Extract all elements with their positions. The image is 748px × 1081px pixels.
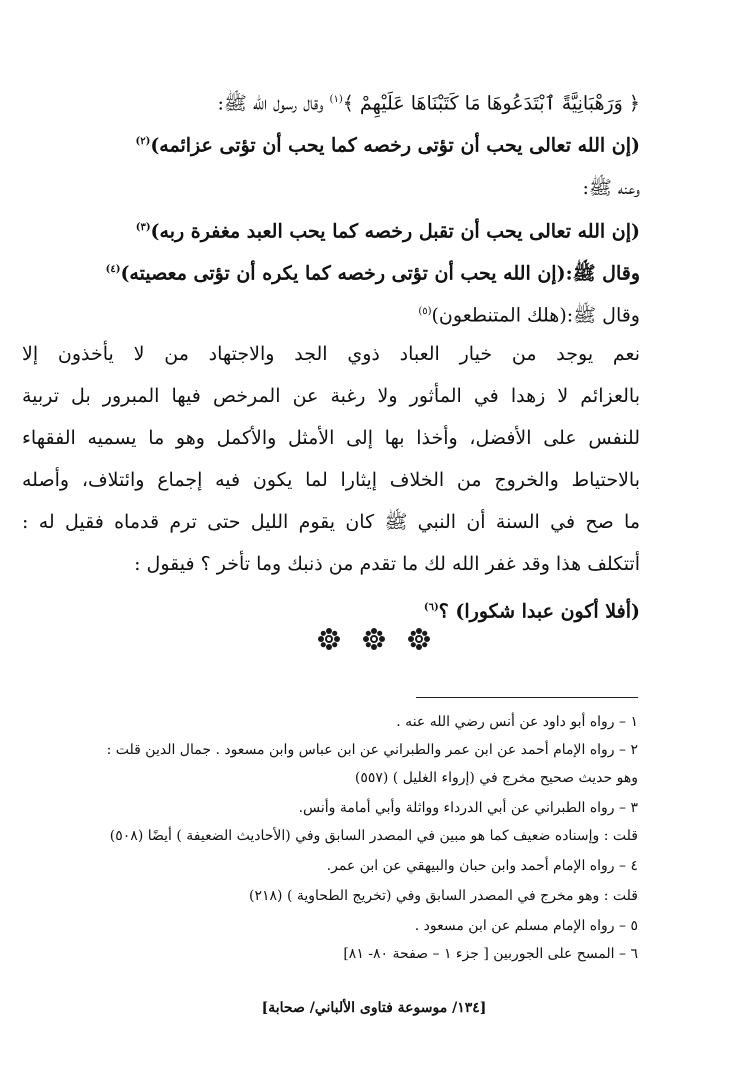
footnote: قلت : وهو مخرج في المصدر السابق وفي (تخريج الطحاوية ) (٢١٨) [249, 888, 638, 904]
body-line: (أفلا أكون عبدا شكورا) ؟$^{(٦)}$ [423, 600, 640, 623]
footnote-ref[interactable]: (٤) [105, 264, 121, 275]
footnote: ٤ – رواه الإمام أحمد وابن حبان والبيهقي عن ابن عمر. [326, 858, 638, 874]
body-line: وعنه ﷺ: [582, 177, 640, 199]
body-line: للنفس على الأفضل، وأخذا بها إلى الأمثل والأكمل وهو ما يسميه الفقهاء [22, 427, 640, 449]
footnote-ref[interactable]: (٣) [135, 222, 151, 233]
footnote-ref[interactable]: (٦) [423, 602, 439, 613]
body-line: (إن الله تعالى يحب أن تقبل رخصه كما يحب العبد مغفرة ربه)$^{(٣)}$ [135, 220, 640, 243]
body-line: ﴿ وَرَهْبَانِيَّةً ٱبْتَدَعُوهَا مَا كَتَبْنَاهَا عَلَيْهِمْ ﴾$^{(١)}$ وقال رسول الله ﷺ: [217, 92, 640, 115]
footnote: ١ – رواه أبو داود عن أنس رضي الله عنه . [396, 714, 638, 730]
body-line: أتتكلف هذا وقد غفر الله لك ما تقدم من ذنبك وما تأخر ؟ فيقول : [134, 553, 640, 575]
footnote: ٢ – رواه الإمام أحمد عن ابن عمر والطبراني عن ابن عباس وابن مسعود . جمال الدين قلت : [106, 742, 638, 758]
footnote-ref[interactable]: (٢) [135, 136, 151, 147]
footnote: قلت : وإسناده ضعيف كما هو مبين في المصدر السابق وفي (الأحاديث الضعيفة ) أيضًا (٥٠٨) [109, 828, 638, 844]
body-line: ما صح في السنة أن النبي ﷺ كان يقوم الليل حتى ترم قدماه فقيل له : [22, 511, 640, 533]
body-line: (إن الله تعالى يحب أن تؤتى رخصه كما يحب أن تؤتى عزائمه)$^{(٢)}$ [135, 134, 640, 157]
page-footer: [١٣٤/ موسوعة فتاوى الألباني/ صحابة] [261, 1000, 487, 1016]
footnote: ٥ – رواه الإمام مسلم عن ابن مسعود . [414, 918, 638, 934]
body-line: وقال ﷺ:(هلك المتنطعون)$^{(٥)}$ [418, 304, 640, 327]
flower-ornament-icon [363, 628, 385, 650]
section-ornaments [0, 628, 748, 654]
footnote: وهو حديث صحيح مخرج في (إرواء الغليل ) (٥٥٧) [354, 770, 638, 786]
flower-ornament-icon [318, 628, 340, 650]
body-line: وقال ﷺ:(إن الله يحب أن تؤتى رخصه كما يكره أن تؤتى معصيته)$^{(٤)}$ [105, 262, 640, 285]
body-line: بالعزائم لا زهدا في المأثور ولا رغبة عن المرخص فيها المبرور بل تربية [22, 385, 640, 407]
footnote: ٦ – المسح على الجوربين [ جزء ١ – صفحة ٨٠- ٨١] [343, 946, 638, 962]
footnote-divider [416, 697, 638, 698]
body-line: بالاحتياط والخروج من الخلاف إيثارا لما يكون فيه إجماع وائتلاف، وأصله [22, 469, 640, 491]
footnote: ٣ – رواه الطبراني عن أبي الدرداء وواثلة وأبي أمامة وأنس. [298, 800, 638, 816]
body-line: نعم يوجد من خيار العباد ذوي الجد والاجتهاد من لا يأخذون إلا [22, 343, 640, 365]
footnote-ref[interactable]: (١) [329, 94, 343, 105]
flower-ornament-icon [408, 628, 430, 650]
footnote-ref[interactable]: (٥) [418, 306, 432, 317]
